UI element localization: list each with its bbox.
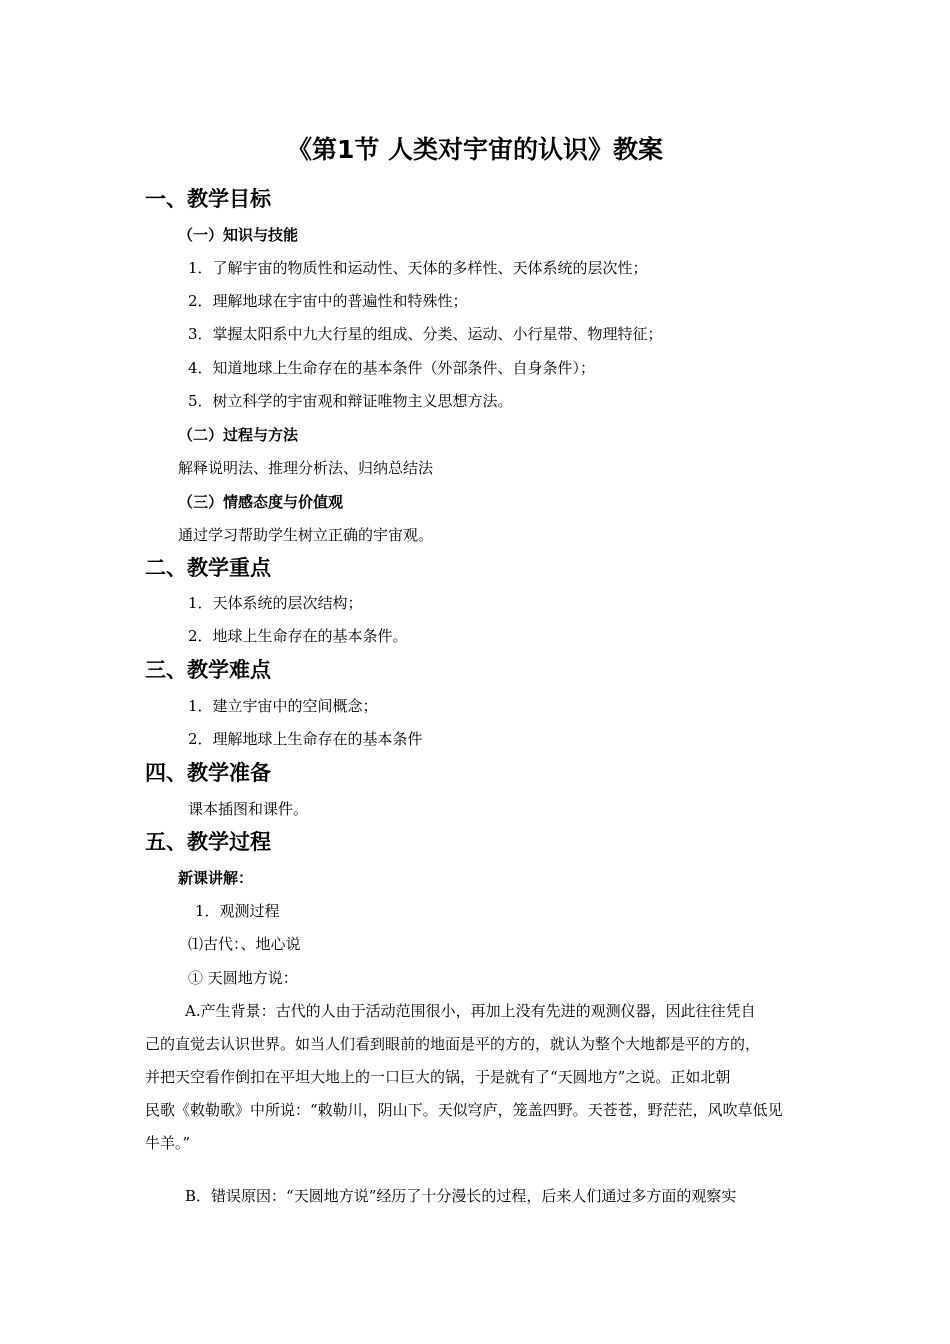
list-item: 2．理解地球在宇宙中的普遍性和特殊性； bbox=[188, 292, 468, 310]
paragraph-error-reason bbox=[145, 1180, 815, 1213]
paragraph-line: A.产生背景：古代的人由于活动范围很小，再加上没有先进的观测仪器，因此往往凭自 bbox=[185, 1002, 756, 1020]
attitudes-values-text: 通过学习帮助学生树立正确的宇宙观。 bbox=[178, 526, 434, 544]
list-item: 1．建立宇宙中的空间概念； bbox=[188, 697, 378, 715]
paragraph-line: B．错误原因：“天圆地方说”经历了十分漫长的过程，后来人们通过多方面的观察实 bbox=[185, 1187, 737, 1205]
paragraph-line: 己的直觉去认识世界。如当人们看到眼前的地面是平的方的，就认为整个大地都是平的方的， bbox=[145, 1035, 761, 1053]
subheading-attitudes-values: （三）情感态度与价值观 bbox=[178, 493, 344, 511]
section-heading-preparation: 四、教学准备 bbox=[145, 761, 271, 785]
section-heading-difficulties: 三、教学难点 bbox=[145, 658, 271, 682]
outline-item: 1．观测过程 bbox=[195, 902, 280, 920]
section-heading-key-points: 二、教学重点 bbox=[145, 556, 271, 580]
subheading-new-lesson: 新课讲解： bbox=[178, 869, 254, 887]
paragraph-line: 民歌《敕勒歌》中所说：“敕勒川，阴山下。天似穹庐，笼盖四野。天苍苍，野茫茫，风吹草低见 bbox=[145, 1101, 783, 1119]
paragraph-line: 牛羊。” bbox=[145, 1134, 191, 1152]
list-item: 4．知道地球上生命存在的基本条件（外部条件、自身条件）； bbox=[188, 359, 596, 377]
list-item: 1．天体系统的层次结构； bbox=[188, 594, 363, 612]
outline-item: ① 天圆地方说： bbox=[188, 969, 298, 987]
subheading-knowledge-skills: （一）知识与技能 bbox=[178, 226, 299, 244]
process-methods-text: 解释说明法、推理分析法、归纳总结法 bbox=[178, 459, 434, 477]
list-item: 2．地球上生命存在的基本条件。 bbox=[188, 627, 408, 645]
section-heading-process: 五、教学过程 bbox=[145, 830, 271, 854]
list-item: 2．理解地球上生命存在的基本条件 bbox=[188, 730, 423, 748]
subheading-process-methods: （二）过程与方法 bbox=[178, 426, 299, 444]
document-title: 《第1节 人类对宇宙的认识》教案 bbox=[286, 135, 664, 164]
paragraph-line: 并把天空看作倒扣在平坦大地上的一口巨大的锅，于是就有了“天圆地方”之说。正如北朝 bbox=[145, 1068, 731, 1086]
list-item: 5．树立科学的宇宙观和辩证唯物主义思想方法。 bbox=[188, 392, 513, 410]
list-item: 1．了解宇宙的物质性和运动性、天体的多样性、天体系统的层次性； bbox=[188, 259, 648, 277]
outline-item: ⑴古代：、地心说 bbox=[188, 935, 301, 953]
list-item: 3．掌握太阳系中九大行星的组成、分类、运动、小行星带、物理特征； bbox=[188, 325, 663, 343]
paragraph-background bbox=[145, 995, 815, 1160]
preparation-text: 课本插图和课件。 bbox=[188, 800, 309, 818]
section-heading-objectives: 一、教学目标 bbox=[145, 187, 271, 211]
